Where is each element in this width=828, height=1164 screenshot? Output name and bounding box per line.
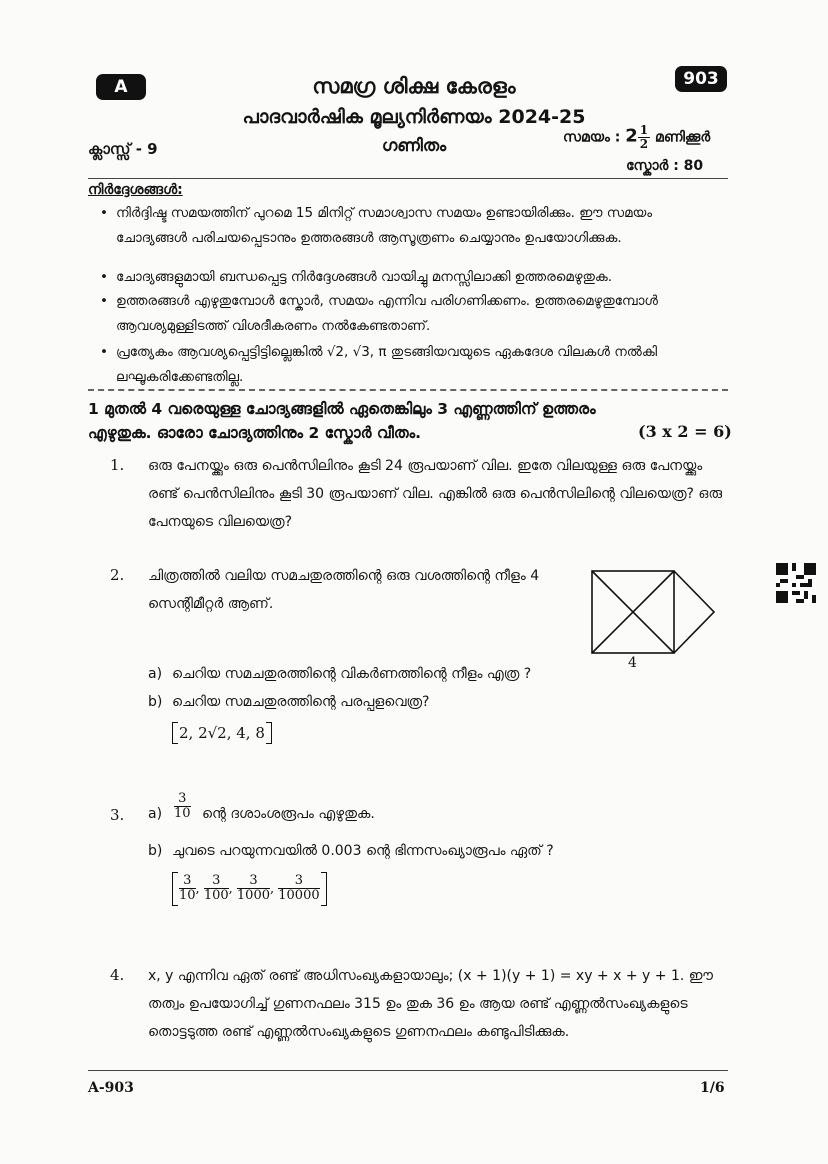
option-fraction [278, 874, 319, 904]
options-text: 2, 2√2, 4, 8 [179, 724, 265, 742]
section-marks: (3 x 2 = 6) [638, 422, 732, 441]
section-instruction-line1: 1 മുതൽ 4 വരെയുള്ള ചോദ്യങ്ങളിൽ ഏതെങ്കിലും 3 എണ്ണത്തിന് ഉത്തരം [88, 400, 596, 418]
instructions-divider [88, 389, 728, 391]
time-fraction [638, 124, 650, 151]
fraction-num: 3 [237, 874, 270, 889]
instruction-item [100, 340, 720, 390]
organization-title: സമഗ്ര ശിക്ഷ കേരളം [312, 74, 516, 98]
question-3b-text: ചുവടെ പറയുന്നവയിൽ 0.003 ന്റെ ഭിന്നസംഖ്യാരൂപം ഏത് ? [172, 843, 554, 859]
figure-side-label: 4 [628, 655, 637, 669]
question-3a-text: ന്റെ ദശാംശരൂപം എഴുതുക. [202, 806, 375, 822]
qr-code-icon [776, 563, 816, 603]
fraction-3-10 [174, 792, 191, 822]
question-number: 1. [110, 456, 125, 474]
question-2-options [172, 722, 272, 744]
fraction-num: 3 [179, 874, 196, 889]
header-divider [88, 178, 728, 179]
subject-title: ഗണിതം [381, 136, 447, 156]
class-label: ക്ലാസ്സ് - 9 [88, 140, 158, 158]
option-label: b) [148, 694, 163, 710]
instruction-text: ഉത്തരങ്ങൾ എഴുതുമ്പോൾ സ്കോർ, സമയം എന്നിവ പരിഗണിക്കണം. ഉത്തരമെഴുതുമ്പോൾ ആവശ്യമുള്ളിടത്ത് വിശദീകരണം നൽകേണ്ടതാണ്. [116, 293, 658, 334]
bullet-icon: • [100, 293, 108, 309]
time-fraction-num: 1 [639, 123, 649, 137]
fraction-num: 3 [204, 874, 229, 889]
time-allowed [563, 124, 710, 151]
time-prefix: സമയം : [563, 129, 621, 146]
instruction-text: നിർദ്ദിഷ്ട സമയത്തിന് പുറമെ 15 മിനിറ്റ് സമാശ്വാസ സമയം ഉണ്ടായിരിക്കും. ഈ സമയം ചോദ്യങ്ങൾ പരിചയപ്പെടാനും ഉത്തരങ്ങൾ ആസൂത്രണം ചെയ്യാനും ഉപയോഗിക്കുക. [116, 205, 653, 246]
question-number: 3. [110, 806, 125, 824]
question-number: 4. [110, 966, 125, 984]
instructions-heading: നിർദ്ദേശങ്ങൾ: [88, 182, 183, 198]
bullet-icon: • [100, 205, 108, 221]
option-label: a) [148, 806, 163, 822]
fraction-den: 10000 [278, 888, 320, 904]
instruction-item [100, 289, 720, 339]
fraction-num: 3 [174, 792, 191, 807]
option-fraction [204, 874, 229, 904]
question-1-text: ഒരു പേനയ്ക്കും ഒരു പെൻസിലിനും കൂടി 24 രൂപയാണ് വില. ഇതേ വിലയുള്ള ഒരു പേനയ്ക്കും രണ്ട് പെൻസിലിനും കൂടി 30 രൂപയാണ് വില. എങ്കിൽ ഒരു പെൻസിലിന്റെ വിലയെത്ര? ഒരു പേനയുടെ വിലയെത്ര? [148, 458, 723, 530]
section-instruction-line2: എഴുതുക. ഓരോ ചോദ്യത്തിനും 2 സ്കോർ വീതം. [88, 424, 422, 442]
paper-code-badge: 903 [675, 66, 727, 92]
option-fraction [237, 874, 270, 904]
bullet-icon: • [100, 269, 108, 285]
fraction-num: 3 [278, 874, 319, 889]
square-figure [588, 567, 718, 669]
time-whole: 2 [625, 125, 638, 147]
footer-divider [88, 1070, 728, 1071]
option-label: b) [148, 843, 163, 859]
total-score: സ്കോർ : 80 [626, 158, 704, 174]
time-unit: മണിക്കൂർ [655, 129, 711, 146]
fraction-den: 10 [179, 888, 196, 904]
fraction-den: 100 [203, 888, 229, 904]
instruction-text: ചോദ്യങ്ങളുമായി ബന്ധപ്പെട്ട നിർദ്ദേശങ്ങൾ വായിച്ചു മനസ്സിലാക്കി ഉത്തരമെഴുതുക. [116, 269, 613, 285]
question-2b-text: ചെറിയ സമചതുരത്തിന്റെ പരപ്പളവെത്ര? [172, 694, 430, 710]
time-fraction-den: 2 [639, 137, 649, 152]
question-number: 2. [110, 566, 125, 584]
footer-paper-code: A-903 [88, 1080, 134, 1096]
fraction-den: 10 [174, 806, 191, 822]
fraction-den: 1000 [236, 888, 270, 904]
set-badge: A [96, 74, 146, 100]
bullet-icon: • [100, 344, 108, 360]
question-2a-text: ചെറിയ സമചതുരത്തിന്റെ വികർണത്തിന്റെ നീളം എത്ര ? [172, 666, 532, 682]
option-label: a) [148, 666, 163, 682]
footer-page-number: 1/6 [700, 1080, 725, 1096]
options-bracket [172, 722, 272, 744]
small-square-edge [674, 571, 714, 653]
instruction-text: പ്രത്യേകം ആവശ്യപ്പെട്ടിട്ടില്ലെങ്കിൽ √2, √3, π തുടങ്ങിയവയുടെ ഏകദേശ വിലകൾ നൽകി ലഘൂകരിക്കേണ്ടതില്ല. [116, 344, 658, 385]
question-2-text: ചിത്രത്തിൽ വലിയ സമചതുരത്തിന്റെ ഒരു വശത്തിന്റെ നീളം 4 സെന്റിമീറ്റർ ആണ്. [148, 568, 540, 612]
options-bracket: $\frac{3}{10}$ , $\frac{3}{100}$ , $\frac{3}{1000}$ , $\frac{3}{10000}$ [172, 872, 327, 906]
option-fraction [179, 874, 196, 904]
instruction-item [100, 265, 720, 290]
exam-title: പാദവാർഷിക മൂല്യനിർണയം 2024-25 [242, 106, 586, 128]
question-3-options [172, 872, 327, 906]
question-4-text: x, y എന്നിവ ഏത് രണ്ട് അധിസംഖ്യകളായാലും; (x + 1)(y + 1) = xy + x + y + 1. ഈ തത്വം ഉപയോഗിച്ച് ഗുണനഫലം 315 ഉം തുക 36 ഉം ആയ രണ്ട് എണ്ണൽസംഖ്യകളുടെ തൊട്ടടുത്ത രണ്ട് എണ്ണൽസംഖ്യകളുടെ ഗുണനഫലം കണ്ടുപിടിക്കുക. [148, 968, 713, 1040]
instruction-item [100, 201, 720, 251]
